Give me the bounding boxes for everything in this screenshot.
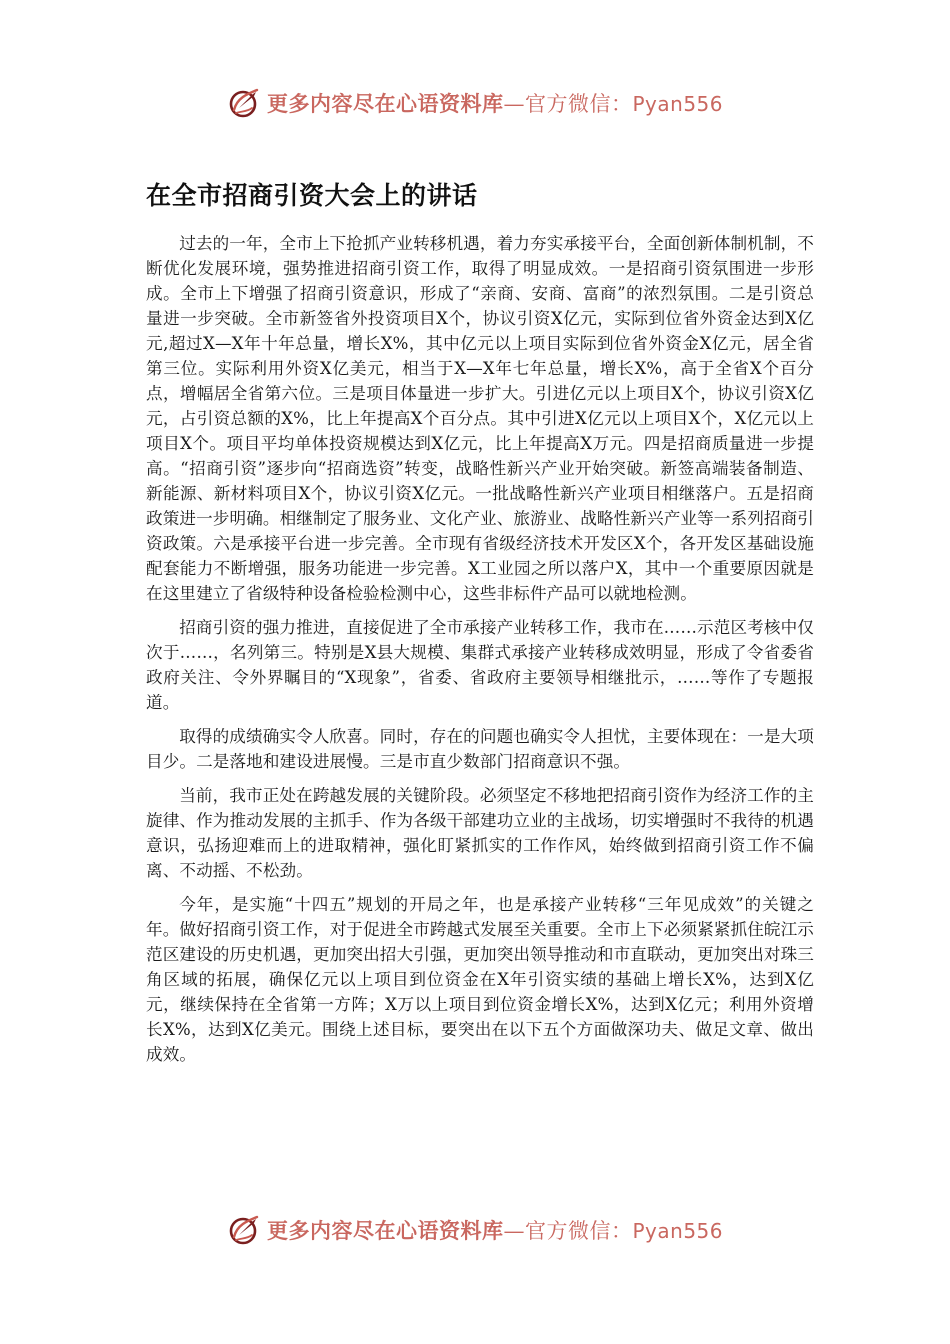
banner-dash: — xyxy=(503,92,525,116)
paragraph: 今年，是实施“十四五”规划的开局之年，也是承接产业转移“三年见成效”的关键之年。做好招商引资工作，对于促进全市跨越式发展至关重要。全市上下必须紧紧抓住皖江示范区建设的历史机遇，更加突出招大引强，更加突出领导推动和市直联动，更加突出对珠三角区域的拓展，确保亿元以上项目到位资金在X年引资实绩的基础上增长X%，达到X亿元，继续保持在全省第一方阵；X万以上项目到位资金增长X%，达到X亿元；利用外资增长X%，达到X亿美元。围绕上述目标，要突出在以下五个方面做深功夫、做足文章、做出成效。 xyxy=(146,895,814,1064)
banner-label: 官方微信： xyxy=(524,1219,633,1243)
paragraph: 过去的一年，全市上下抢抓产业转移机遇，着力夯实承接平台，全面创新体制机制，不断优化发展环境，强势推进招商引资工作，取得了明显成效。一是招商引资氛围进一步形成。全市上下增强了招商引资意识，形成了“亲商、安商、富商”的浓烈氛围。二是引资总量进一步突破。全市新签省外投资项目X个，协议引资X亿元，实际到位省外资金达到X亿元,超过X—X年十年总量，增长X%，其中亿元以上项目实际到位省外资金X亿元，居全省第三位。实际利用外资X亿美元，相当于X—X年七年总量，增长X%，高于全省X个百分点，增幅居全省第六位。三是项目体量进一步扩大。引进亿元以上项目X个，协议引资X亿元，占引资总额的X%，比上年提高X个百分点。其中引进X亿元以上项目X个，X亿元以上项目X个。项目平均单体投资规模达到X亿元，比上年提高X万元。四是招商质量进一步提高。“招商引资”逐步向“招商选资”转变，战略性新兴产业开始突破。新签高端装备制造、新能源、新材料项目X个，协议引资X亿元。一批战略性新兴产业项目相继落户。五是招商政策进一步明确。相继制定了服务业、文化产业、旅游业、战略性新兴产业等一系列招商引资政策。六是承接平台进一步完善。全市现有省级经济技术开发区X个，各开发区基础设施配套能力不断增强，服务功能进一步完善。X工业园之所以落户X，其中一个重要原因就是在这里建立了省级特种设备检验检测中心，这些非标件产品可以就地检测。 xyxy=(146,234,814,603)
document-body xyxy=(146,231,814,1076)
banner-text xyxy=(267,1215,723,1245)
banner-wechat-id: Pyan556 xyxy=(632,92,723,116)
document-title: 在全市招商引资大会上的讲话 xyxy=(146,181,478,210)
banner-wechat-id: Pyan556 xyxy=(632,1219,723,1243)
paragraph: 当前，我市正处在跨越发展的关键阶段。必须坚定不移地把招商引资作为经济工作的主旋律、作为推动发展的主抓手、作为各级干部建功立业的主战场，切实增强时不我待的机遇意识，弘扬迎难而上的进取精神，强化盯紧抓实的工作作风，始终做到招商引资工作不偏离、不动摇、不松劲。 xyxy=(146,786,814,880)
paragraph: 招商引资的强力推进，直接促进了全市承接产业转移工作，我市在……示范区考核中仅次于……，名列第三。特别是X县大规模、集群式承接产业转移成效明显，形成了令省委省政府关注、令外界瞩目的“X现象”，省委、省政府主要领导相继批示，……等作了专题报道。 xyxy=(146,618,814,712)
footer-banner xyxy=(0,1210,950,1250)
banner-text xyxy=(267,88,723,118)
banner-label: 官方微信： xyxy=(524,92,633,116)
banner-dash: — xyxy=(503,1219,525,1243)
paragraph: 取得的成绩确实令人欣喜。同时，存在的问题也确实令人担忧，主要体现在：一是大项目少。二是落地和建设进展慢。三是市直少数部门招商意识不强。 xyxy=(146,727,814,771)
banner-main-text: 更多内容尽在心语资料库 xyxy=(266,91,504,116)
pen-swirl-logo-icon xyxy=(227,1213,261,1247)
banner-main-text: 更多内容尽在心语资料库 xyxy=(266,1218,504,1243)
header-banner xyxy=(0,83,950,123)
pen-swirl-logo-icon xyxy=(227,86,261,120)
